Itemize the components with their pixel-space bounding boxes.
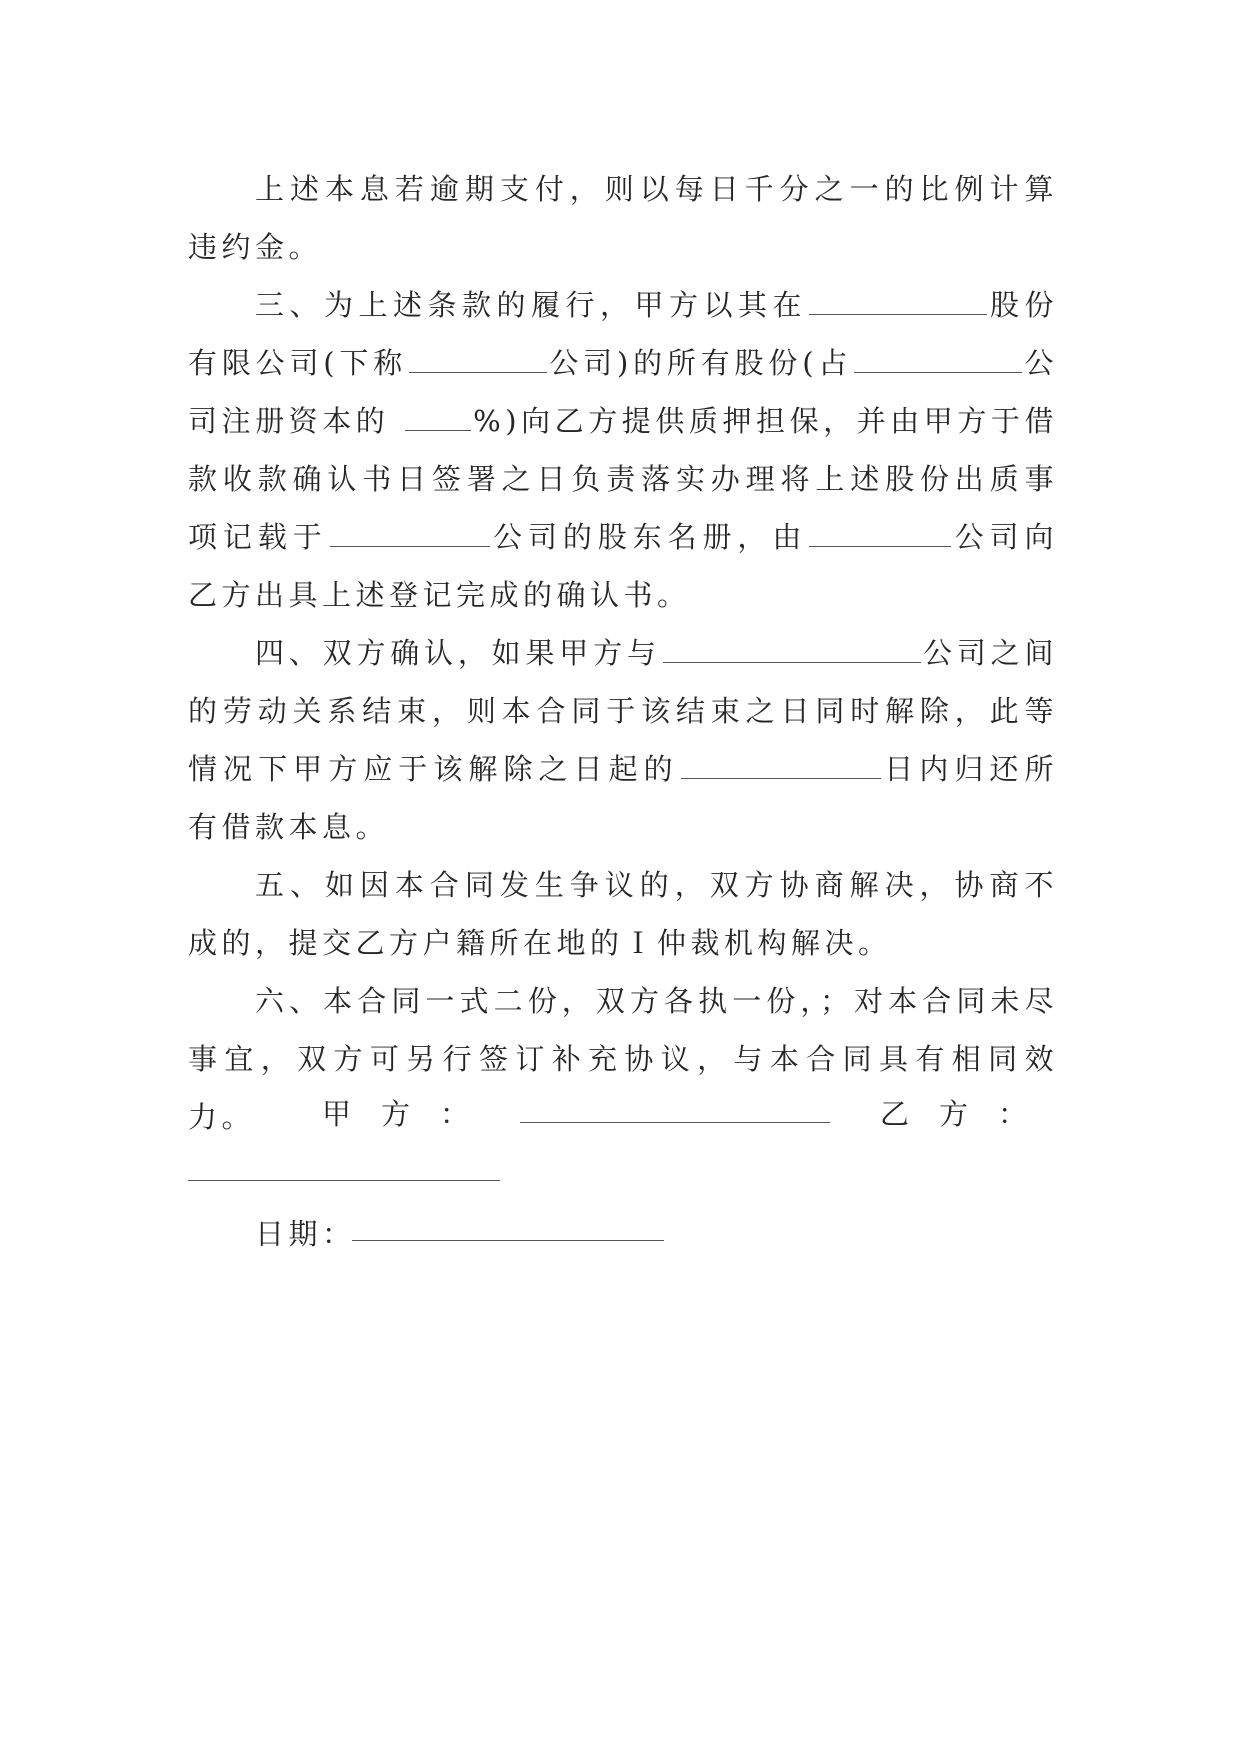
paragraph-clause-3: 三、为上述条款的履行，甲方以其在 股份有限公司(下称 公司)的所有股份(占 公司注册资本的 %)向乙方提供质押担保，并由甲方于借款收款确认书日签署之日负责落实办理将上述股份出质事项记载于 公司的股东名册，由 公司向乙方出具上述登记完成的确认书。	[188, 288, 1058, 612]
blank-share-percent[interactable]	[405, 404, 471, 431]
paragraph-clause-5: 五、如因本合同发生争议的，双方协商解决，协商不成的，提交乙方户籍所在地的Ｉ仲裁机构解决。	[188, 868, 1058, 960]
blank-company-short-name[interactable]	[409, 346, 547, 373]
blank-repay-days[interactable]	[681, 752, 881, 779]
blank-share-company[interactable]	[854, 346, 1022, 373]
blank-employer-company[interactable]	[663, 636, 921, 663]
party-a-label: 甲方：	[322, 1097, 500, 1131]
blank-issuing-company[interactable]	[809, 520, 951, 547]
paragraph-clause-4: 四、双方确认，如果甲方与 公司之间的劳动关系结束，则本合同于该结束之日同时解除，此等情况下甲方应于该解除之日起的 日内归还所有借款本息。	[188, 636, 1058, 844]
blank-register-company[interactable]	[330, 520, 490, 547]
date-label: 日期：	[255, 1217, 356, 1251]
party-b-signature-field[interactable]	[188, 1180, 500, 1181]
party-a-signature-field[interactable]	[520, 1122, 830, 1123]
date-field[interactable]	[352, 1240, 664, 1241]
party-b-label: 乙方：	[880, 1097, 1058, 1131]
blank-company-name[interactable]	[809, 288, 987, 315]
contract-body	[188, 160, 1058, 1146]
paragraph-clause-6: 六、本合同一式二份，双方各执一份，；对本合同未尽事宜，双方可另行签订补充协议，与本合同具有相同效力。	[188, 984, 1058, 1134]
paragraph-penalty: 上述本息若逾期支付，则以每日千分之一的比例计算违约金。	[188, 172, 1058, 264]
